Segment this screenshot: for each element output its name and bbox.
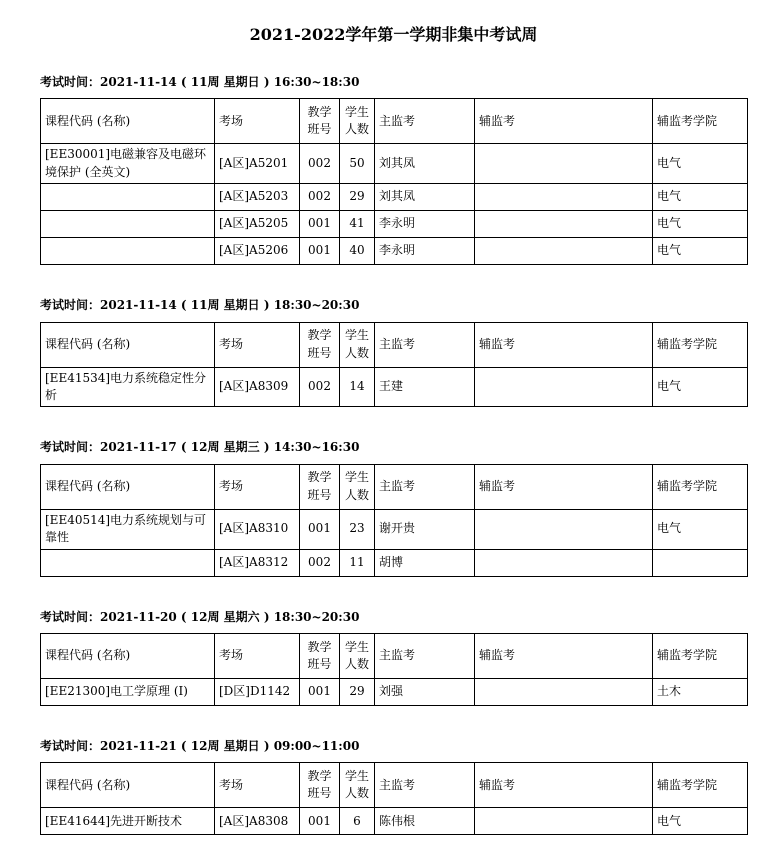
cell-chief: 刘其凤 bbox=[375, 144, 475, 184]
cell-assistant bbox=[475, 238, 653, 265]
cell-course: [EE41644]先进开断技术 bbox=[41, 808, 215, 835]
exam-time-label: 考试时间：2021-11-21 ( 12周 星期日 ) 09:00~11:00 bbox=[40, 738, 360, 753]
col-header-chief: 主监考 bbox=[375, 99, 475, 144]
exam-section bbox=[40, 298, 747, 407]
col-header-students: 学生人数 bbox=[340, 99, 375, 144]
col-header-students: 学生人数 bbox=[340, 322, 375, 367]
cell-assistant bbox=[475, 509, 653, 549]
col-header-students: 学生人数 bbox=[340, 464, 375, 509]
table-row bbox=[41, 367, 748, 407]
col-header-college: 辅监考学院 bbox=[653, 633, 748, 678]
cell-assistant bbox=[475, 144, 653, 184]
cell-class_no: 001 bbox=[300, 509, 340, 549]
cell-class_no: 001 bbox=[300, 211, 340, 238]
col-header-chief: 主监考 bbox=[375, 633, 475, 678]
cell-college: 电气 bbox=[653, 211, 748, 238]
header-row bbox=[41, 763, 748, 808]
col-header-room: 考场 bbox=[215, 322, 300, 367]
cell-college: 电气 bbox=[653, 367, 748, 407]
col-header-course: 课程代码 (名称) bbox=[41, 763, 215, 808]
exam-table bbox=[40, 633, 748, 706]
cell-college: 电气 bbox=[653, 238, 748, 265]
col-header-room: 考场 bbox=[215, 99, 300, 144]
exam-time-label: 考试时间：2021-11-14 ( 11周 星期日 ) 18:30~20:30 bbox=[40, 298, 360, 313]
cell-course: [EE30001]电磁兼容及电磁环境保护 (全英文) bbox=[41, 144, 215, 184]
exam-section bbox=[40, 75, 747, 265]
header-row bbox=[41, 633, 748, 678]
cell-class_no: 002 bbox=[300, 144, 340, 184]
cell-room: [A区]A5203 bbox=[215, 184, 300, 211]
col-header-chief: 主监考 bbox=[375, 322, 475, 367]
col-header-class_no: 教学班号 bbox=[300, 763, 340, 808]
col-header-course: 课程代码 (名称) bbox=[41, 322, 215, 367]
cell-course bbox=[41, 549, 215, 576]
table-row bbox=[41, 549, 748, 576]
col-header-assistant: 辅监考 bbox=[475, 464, 653, 509]
cell-students: 11 bbox=[340, 549, 375, 576]
exam-section bbox=[40, 440, 747, 576]
table-row bbox=[41, 678, 748, 705]
cell-course: [EE40514]电力系统规划与可靠性 bbox=[41, 509, 215, 549]
cell-students: 6 bbox=[340, 808, 375, 835]
col-header-chief: 主监考 bbox=[375, 763, 475, 808]
col-header-course: 课程代码 (名称) bbox=[41, 633, 215, 678]
cell-college: 土木 bbox=[653, 678, 748, 705]
col-header-class_no: 教学班号 bbox=[300, 464, 340, 509]
cell-room: [A区]A8309 bbox=[215, 367, 300, 407]
cell-chief: 王建 bbox=[375, 367, 475, 407]
cell-college: 电气 bbox=[653, 808, 748, 835]
exam-table bbox=[40, 762, 748, 835]
exam-time-label: 考试时间：2021-11-20 ( 12周 星期六 ) 18:30~20:30 bbox=[40, 609, 360, 624]
table-row bbox=[41, 509, 748, 549]
cell-chief: 刘其凤 bbox=[375, 184, 475, 211]
cell-assistant bbox=[475, 678, 653, 705]
col-header-class_no: 教学班号 bbox=[300, 99, 340, 144]
col-header-college: 辅监考学院 bbox=[653, 464, 748, 509]
cell-class_no: 002 bbox=[300, 367, 340, 407]
col-header-class_no: 教学班号 bbox=[300, 322, 340, 367]
cell-assistant bbox=[475, 549, 653, 576]
exam-section bbox=[40, 610, 747, 706]
cell-chief: 胡博 bbox=[375, 549, 475, 576]
header-row bbox=[41, 99, 748, 144]
cell-class_no: 002 bbox=[300, 549, 340, 576]
col-header-room: 考场 bbox=[215, 763, 300, 808]
col-header-students: 学生人数 bbox=[340, 633, 375, 678]
cell-class_no: 001 bbox=[300, 808, 340, 835]
col-header-students: 学生人数 bbox=[340, 763, 375, 808]
cell-room: [A区]A8310 bbox=[215, 509, 300, 549]
exam-table bbox=[40, 98, 748, 265]
header-row bbox=[41, 464, 748, 509]
exam-table bbox=[40, 464, 748, 577]
cell-students: 40 bbox=[340, 238, 375, 265]
cell-students: 50 bbox=[340, 144, 375, 184]
cell-room: [A区]A5206 bbox=[215, 238, 300, 265]
cell-assistant bbox=[475, 184, 653, 211]
sections-container bbox=[40, 75, 747, 835]
cell-class_no: 001 bbox=[300, 238, 340, 265]
col-header-class_no: 教学班号 bbox=[300, 633, 340, 678]
cell-room: [D区]D1142 bbox=[215, 678, 300, 705]
cell-college: 电气 bbox=[653, 509, 748, 549]
cell-assistant bbox=[475, 211, 653, 238]
col-header-room: 考场 bbox=[215, 633, 300, 678]
cell-college: 电气 bbox=[653, 144, 748, 184]
table-row bbox=[41, 238, 748, 265]
cell-course bbox=[41, 211, 215, 238]
cell-room: [A区]A5205 bbox=[215, 211, 300, 238]
col-header-college: 辅监考学院 bbox=[653, 99, 748, 144]
exam-table bbox=[40, 322, 748, 408]
cell-class_no: 001 bbox=[300, 678, 340, 705]
cell-chief: 李永明 bbox=[375, 211, 475, 238]
cell-room: [A区]A5201 bbox=[215, 144, 300, 184]
col-header-assistant: 辅监考 bbox=[475, 763, 653, 808]
col-header-assistant: 辅监考 bbox=[475, 322, 653, 367]
table-row bbox=[41, 808, 748, 835]
table-row bbox=[41, 144, 748, 184]
cell-students: 41 bbox=[340, 211, 375, 238]
col-header-course: 课程代码 (名称) bbox=[41, 99, 215, 144]
header-row bbox=[41, 322, 748, 367]
cell-students: 23 bbox=[340, 509, 375, 549]
exam-time-label: 考试时间：2021-11-17 ( 12周 星期三 ) 14:30~16:30 bbox=[40, 440, 360, 455]
cell-class_no: 002 bbox=[300, 184, 340, 211]
cell-course bbox=[41, 184, 215, 211]
cell-students: 14 bbox=[340, 367, 375, 407]
cell-chief: 陈伟根 bbox=[375, 808, 475, 835]
col-header-college: 辅监考学院 bbox=[653, 322, 748, 367]
cell-room: [A区]A8308 bbox=[215, 808, 300, 835]
table-row bbox=[41, 184, 748, 211]
col-header-college: 辅监考学院 bbox=[653, 763, 748, 808]
col-header-assistant: 辅监考 bbox=[475, 99, 653, 144]
col-header-assistant: 辅监考 bbox=[475, 633, 653, 678]
cell-college: 电气 bbox=[653, 184, 748, 211]
cell-assistant bbox=[475, 367, 653, 407]
cell-students: 29 bbox=[340, 184, 375, 211]
cell-college bbox=[653, 549, 748, 576]
cell-chief: 谢开贵 bbox=[375, 509, 475, 549]
col-header-course: 课程代码 (名称) bbox=[41, 464, 215, 509]
cell-chief: 刘强 bbox=[375, 678, 475, 705]
col-header-room: 考场 bbox=[215, 464, 300, 509]
cell-students: 29 bbox=[340, 678, 375, 705]
table-row bbox=[41, 211, 748, 238]
page-title: 2021-2022学年第一学期非集中考试周 bbox=[249, 25, 538, 44]
cell-course bbox=[41, 238, 215, 265]
cell-chief: 李永明 bbox=[375, 238, 475, 265]
cell-assistant bbox=[475, 808, 653, 835]
col-header-chief: 主监考 bbox=[375, 464, 475, 509]
cell-course: [EE41534]电力系统稳定性分析 bbox=[41, 367, 215, 407]
cell-room: [A区]A8312 bbox=[215, 549, 300, 576]
exam-section bbox=[40, 739, 747, 835]
cell-course: [EE21300]电工学原理 (Ⅰ) bbox=[41, 678, 215, 705]
exam-time-label: 考试时间：2021-11-14 ( 11周 星期日 ) 16:30~18:30 bbox=[40, 75, 360, 89]
